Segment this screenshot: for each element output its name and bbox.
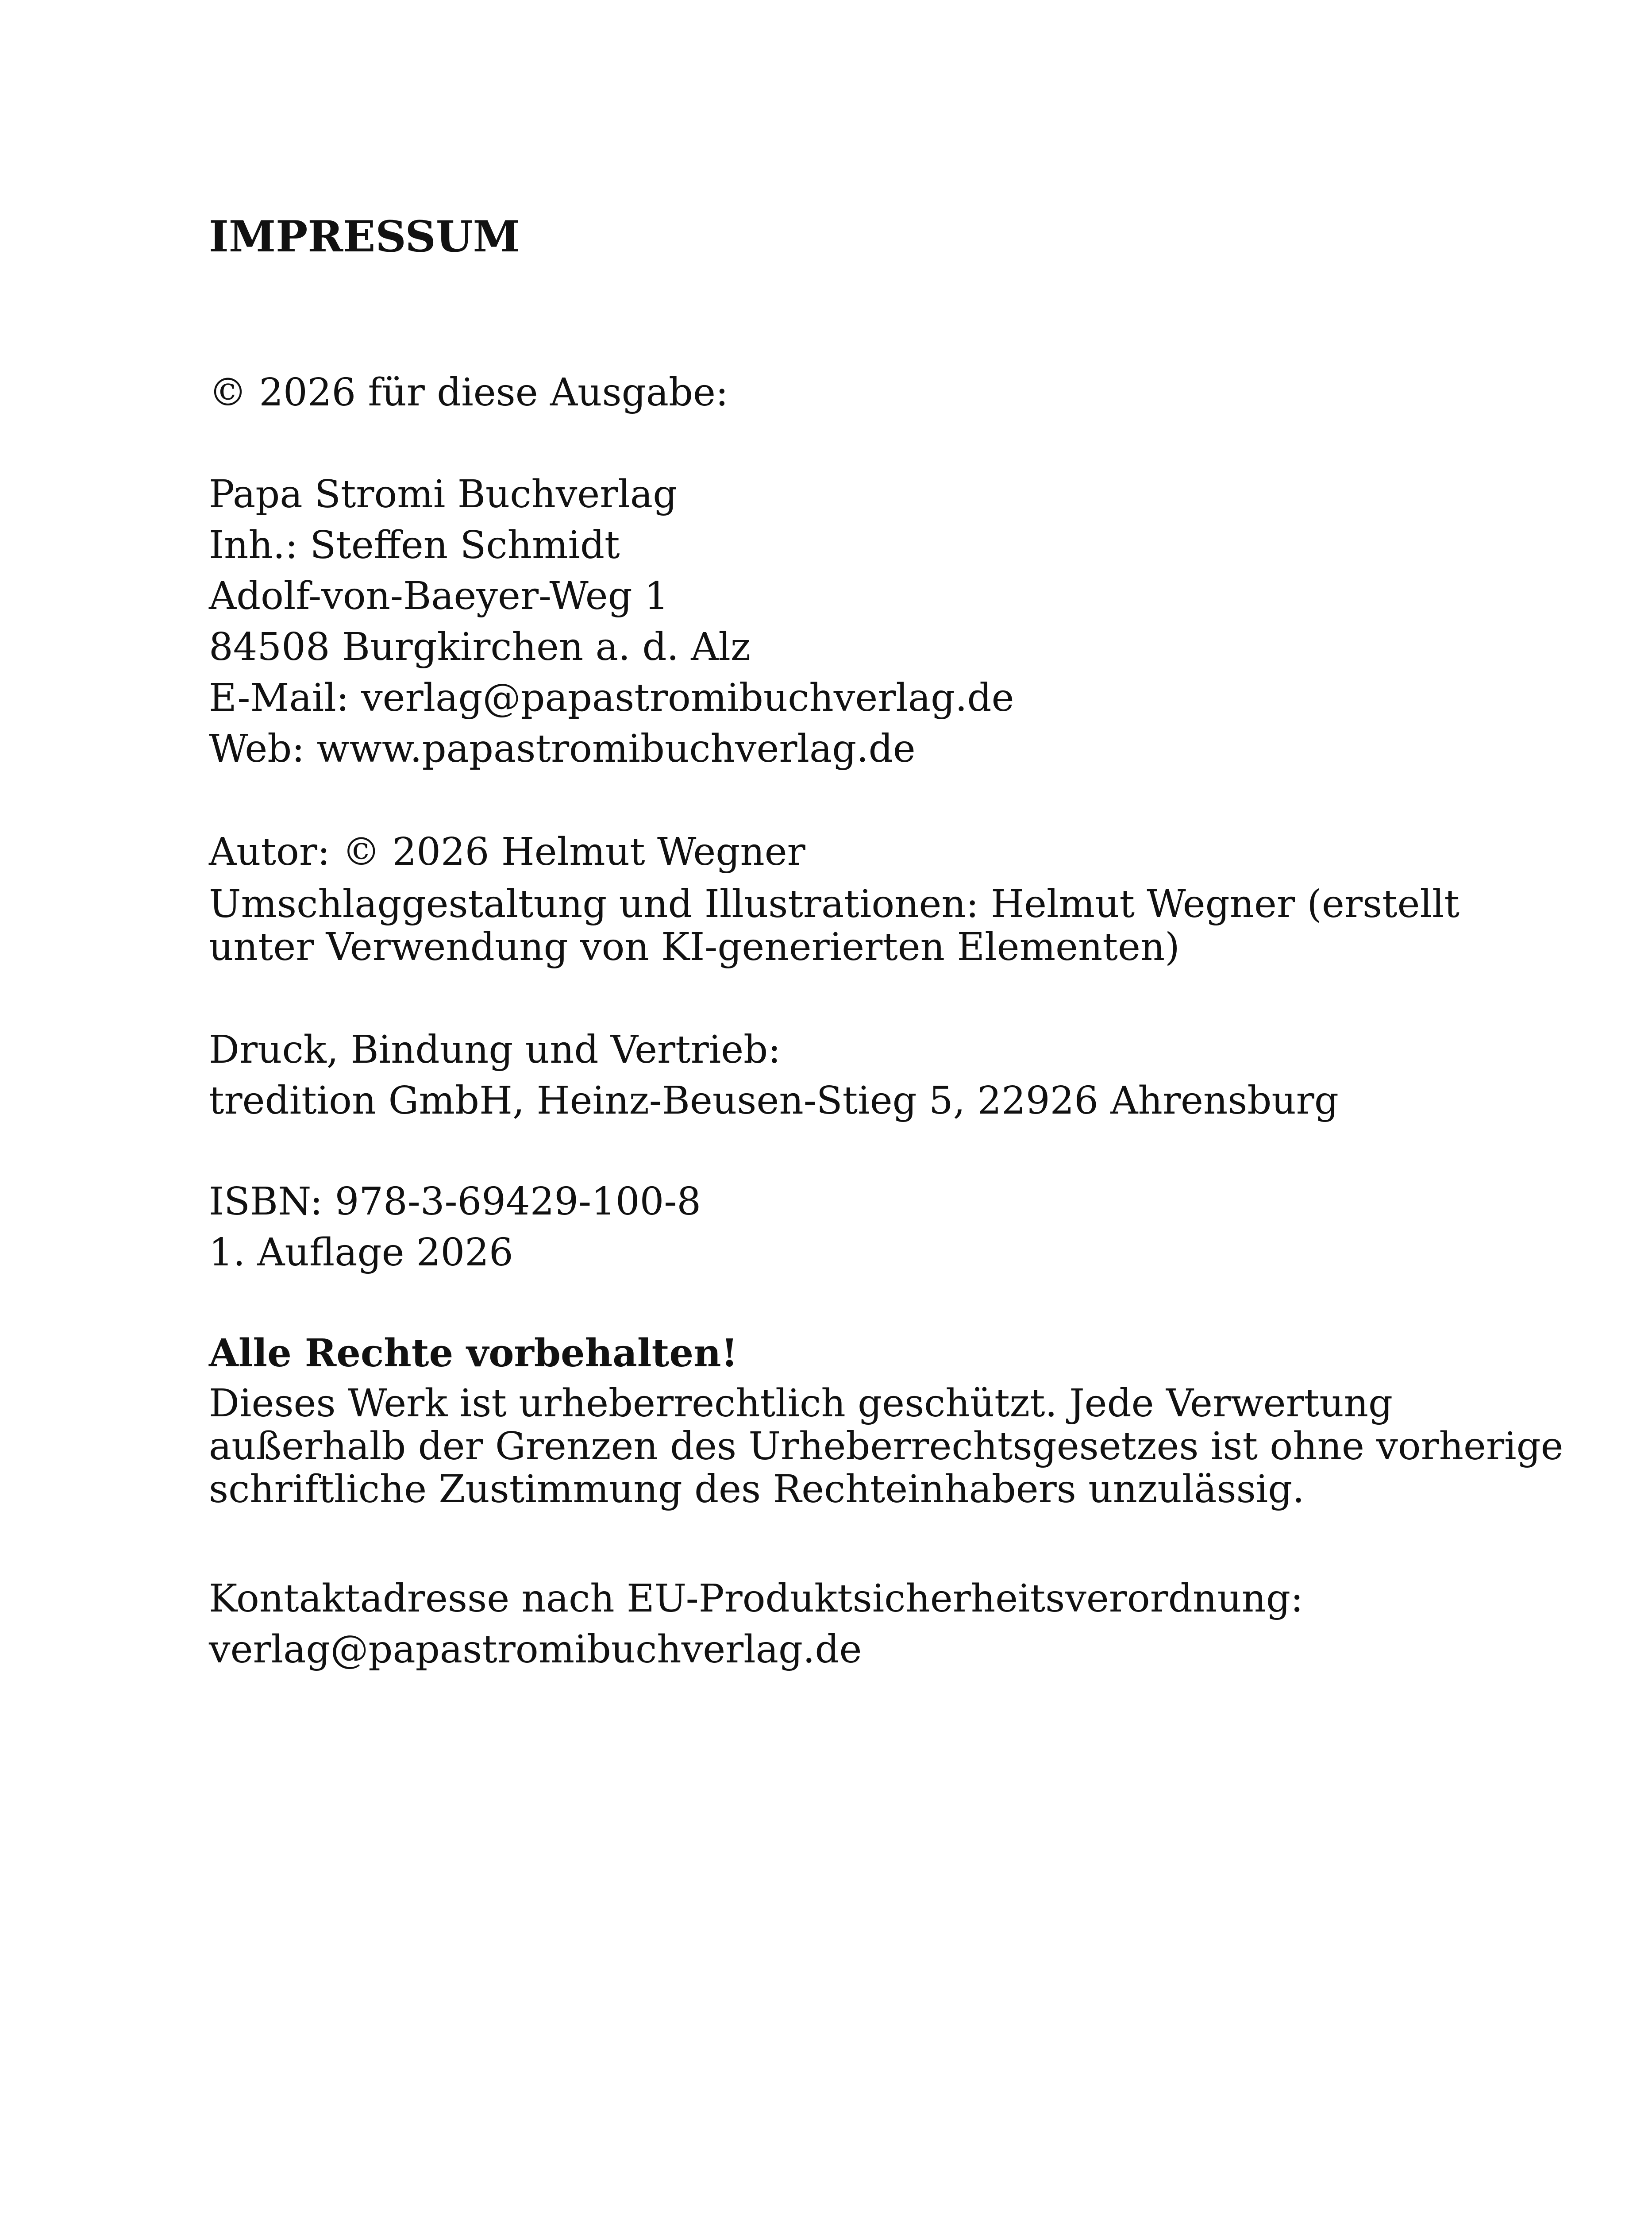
print-address: tredition GmbH, Heinz-Beusen-Stieg 5, 22926 Ahrensburg (209, 1079, 1339, 1123)
page-title: IMPRESSUM (209, 212, 520, 262)
edition-issue: 1. Auflage 2026 (209, 1230, 513, 1275)
rights-text-block (209, 1382, 1563, 1511)
rights-heading: Alle Rechte vorbehalten! (209, 1331, 738, 1376)
contact-block (209, 1573, 1303, 1675)
design-credit-line-1: Umschlaggestaltung und Illustrationen: Helmut Wegner (erstellt (209, 882, 1460, 926)
isbn-text: ISBN: 978-3-69429-100-8 (209, 1180, 701, 1224)
design-credit-line-2: unter Verwendung von KI-generierten Elementen) (209, 925, 1180, 969)
rights-text-line-2: außerhalb der Grenzen des Urheberrechtsgesetzes ist ohne vorherige (209, 1424, 1563, 1469)
publisher-name: Papa Stromi Buchverlag (209, 472, 678, 517)
contact-heading: Kontaktadresse nach EU-Produktsicherheitsverordnung: (209, 1577, 1304, 1621)
print-block (209, 1025, 1339, 1126)
publisher-owner: Inh.: Steffen Schmidt (209, 523, 620, 567)
credits-block (209, 827, 805, 878)
publisher-email: E-Mail: verlag@papastromibuchverlag.de (209, 676, 1014, 720)
copyright-edition-block (209, 367, 728, 418)
publisher-web: Web: www.papastromibuchverlag.de (209, 727, 916, 771)
copyright-edition-text: © 2026 für diese Ausgabe: (209, 370, 728, 415)
publisher-city: 84508 Burgkirchen a. d. Alz (209, 625, 751, 669)
edition-block (209, 1176, 701, 1278)
publisher-street: Adolf-von-Baeyer-Weg 1 (209, 574, 669, 618)
print-heading: Druck, Bindung und Vertrieb: (209, 1028, 781, 1072)
contact-email: verlag@papastromibuchverlag.de (209, 1627, 862, 1672)
rights-text-line-1: Dieses Werk ist urheberrechtlich geschützt. Jede Verwertung (209, 1381, 1393, 1426)
publisher-block (209, 469, 1014, 775)
rights-block (209, 1328, 738, 1379)
rights-text-line-3: schriftliche Zustimmung des Rechteinhabers unzulässig. (209, 1467, 1305, 1511)
design-credits-block (209, 883, 1459, 969)
author-credit: Autor: © 2026 Helmut Wegner (209, 830, 805, 874)
